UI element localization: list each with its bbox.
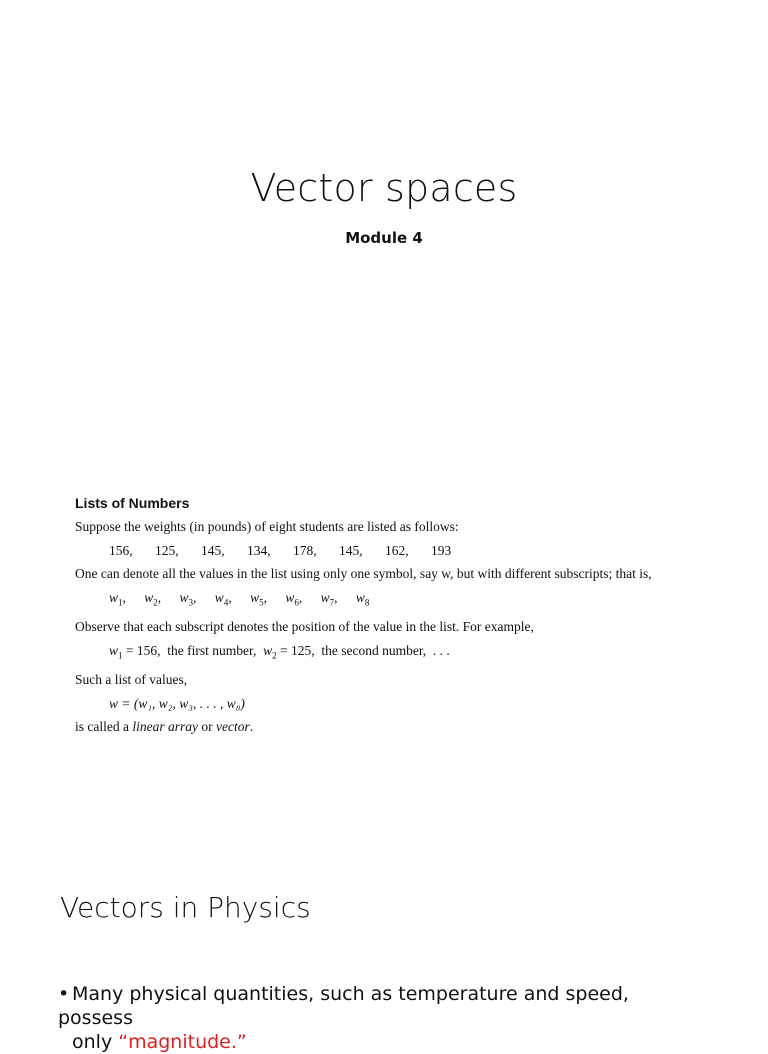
excerpt-line-4: Such a list of values, <box>75 671 188 687</box>
slide-title <box>0 0 768 455</box>
ellipsis: . . . <box>432 642 450 658</box>
term-vector: vector <box>215 719 250 735</box>
weights-list <box>75 539 695 563</box>
weight-value: 156, <box>109 542 133 558</box>
example-line: $w_1 = 156$, the first number, $w_2 = 125$, the second number, . . . <box>109 642 450 661</box>
bullet-point <box>58 982 708 1054</box>
slide-title-heading: Vector spaces <box>250 166 518 210</box>
slide-heading: Vectors in Physics <box>60 891 311 924</box>
first-number-label: the first number, <box>167 642 257 658</box>
slide-subtitle: Module 4 <box>345 229 423 247</box>
subscript-item: $w_3$, <box>179 589 197 608</box>
weight-value: 193 <box>431 542 452 558</box>
subscript-item: $w_8$ <box>355 589 370 608</box>
slide-lists-of-numbers <box>0 455 768 835</box>
subscript-item: $w_5$, <box>250 589 267 608</box>
weight-value: 134, <box>247 542 271 558</box>
w2-value: = 125, <box>279 642 315 658</box>
subscript-item: $w_6$, <box>285 589 303 608</box>
subscript-item: $w_2$, <box>144 589 162 608</box>
weight-value: 145, <box>339 542 363 558</box>
excerpt-line-3: Observe that each subscript denotes the position of the value in the list. For example, <box>75 619 534 635</box>
w1-value: = 156, <box>125 642 161 658</box>
bullet-text-line-1: Many physical quantities, such as temperature and speed, possess <box>58 983 629 1029</box>
weight-value: 145, <box>201 542 225 558</box>
subscript-item: $w_7$, <box>320 589 338 608</box>
textbook-excerpt <box>75 495 695 739</box>
bullet-text-line-2: only <box>72 1031 113 1053</box>
excerpt-line-5: is called a linear array or vector. <box>75 719 254 735</box>
subscript-list <box>75 586 695 615</box>
excerpt-heading: Lists of Numbers <box>75 495 190 511</box>
term-linear-array: linear array <box>132 719 198 735</box>
second-number-label: the second number, <box>321 642 427 658</box>
subscript-item: $w_1$, <box>109 589 126 608</box>
excerpt-line-1: Suppose the weights (in pounds) of eight students are listed as follows: <box>75 519 459 534</box>
excerpt-line-2: One can denote all the values in the list using only one symbol, say w, but with different subscripts; that is, <box>75 566 652 582</box>
slide-vectors-in-physics <box>0 835 768 1053</box>
weight-value: 125, <box>155 542 179 558</box>
subscript-item: $w_4$, <box>214 589 232 608</box>
weight-value: 162, <box>385 542 409 558</box>
magnitude-highlight: “magnitude.” <box>118 1031 247 1053</box>
bullet-icon: • <box>58 983 70 1005</box>
weight-value: 178, <box>293 542 317 558</box>
vector-expression: w = (w₁, w₂, w₃, . . . , w₈) <box>109 695 245 711</box>
